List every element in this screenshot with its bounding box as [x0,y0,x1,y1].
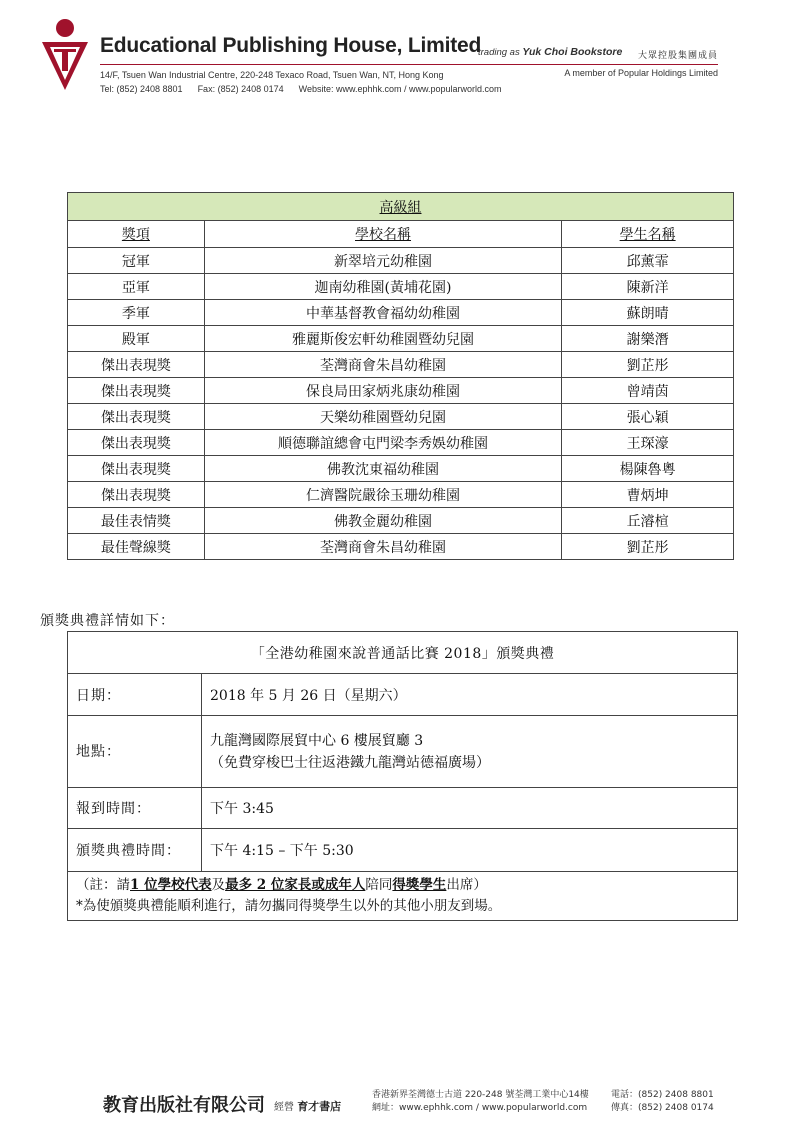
note-emphasis: 最多 2 位家長或成年人 [225,877,366,893]
student-cell: 蘇朗晴 [562,300,734,326]
school-cell: 雅麗斯俊宏軒幼稚園暨幼兒園 [204,326,561,352]
student-cell: 劉芷彤 [562,352,734,378]
footer-operating-name: 育才書店 [297,1100,342,1113]
table-row [68,378,734,404]
venue-line-1: 九龍灣國際展貿中心 6 樓展貿廳 3 [210,732,424,749]
table-row [68,456,734,482]
award-cell: 傑出表現獎 [68,482,205,508]
award-cell: 最佳表情獎 [68,508,205,534]
awards-group-title: 高級組 [68,193,734,221]
ceremony-time-row [68,829,738,872]
school-cell: 新翠培元幼稚園 [204,248,561,274]
footer-fax: 傳真：(852) 2408 0174 [611,1103,714,1113]
student-cell: 謝樂潛 [562,326,734,352]
group-member-cn: 大眾控股集團成員 [637,51,718,61]
checkin-value: 下午 3:45 [202,788,738,829]
note-text: 陪同 [365,877,393,893]
ceremony-note [68,872,738,921]
trading-as [478,46,622,58]
note-text: 出席） [446,877,487,893]
checkin-label: 報到時間： [68,788,202,829]
ceremony-intro: 頒獎典禮詳情如下： [40,613,175,629]
footer-company-name: 教育出版社有限公司 [103,1095,265,1116]
date-value: 2018 年 5 月 26 日（星期六） [202,674,738,716]
award-cell: 亞軍 [68,274,205,300]
student-cell: 曾靖茵 [562,378,734,404]
note-emphasis: 得獎學生 [392,877,447,893]
school-cell: 順德聯誼總會屯門梁李秀娛幼稚園 [204,430,561,456]
table-row [68,508,734,534]
time-value: 下午 4:15 – 下午 5:30 [202,829,738,872]
table-row [68,404,734,430]
footer-address-line-1: 香港新界荃灣德士古道 220-248 號荃灣工業中心14樓 [372,1090,589,1100]
awards-body [68,248,734,560]
award-cell: 傑出表現獎 [68,352,205,378]
student-cell: 楊陳魯粵 [562,456,734,482]
footer-address [372,1089,589,1115]
header-divider [100,64,718,65]
student-cell: 王琛濠 [562,430,734,456]
footer-operating [274,1098,341,1114]
table-row [68,274,734,300]
ceremony-title: 「全港幼稚園來說普通話比賽 2018」頒獎典禮 [68,632,738,674]
student-cell: 張心穎 [562,404,734,430]
award-cell: 傑出表現獎 [68,404,205,430]
awards-header-student: 學生名稱 [562,221,734,248]
venue-label: 地點： [68,716,202,788]
trading-as-name: Yuk Choi Bookstore [522,46,623,58]
awards-table [67,192,734,560]
ceremony-checkin-row [68,788,738,829]
student-cell: 陳新洋 [562,274,734,300]
note-emphasis: 1 位學校代表 [130,877,212,893]
table-row [68,534,734,560]
table-row [68,248,734,274]
awards-header-school: 學校名稱 [204,221,561,248]
student-cell: 曹炳坤 [562,482,734,508]
award-cell: 傑出表現獎 [68,430,205,456]
venue-value [202,716,738,788]
student-cell: 劉芷彤 [562,534,734,560]
award-cell: 殿軍 [68,326,205,352]
award-cell: 最佳聲線獎 [68,534,205,560]
footer-address-line-2: 網址：www.ephhk.com / www.popularworld.com [372,1103,588,1113]
school-cell: 仁濟醫院嚴徐玉珊幼稚園 [204,482,561,508]
member-of-line: A member of Popular Holdings Limited [564,68,718,78]
table-row [68,326,734,352]
table-row [68,430,734,456]
awards-header-award: 獎項 [68,221,205,248]
note-line-2: *為使頒獎典禮能順利進行，請勿攜同得獎學生以外的其他小朋友到場。 [76,898,502,914]
table-row [68,352,734,378]
footer-contact [611,1089,714,1115]
student-cell: 邱薰霏 [562,248,734,274]
letterhead-address-block [100,68,502,96]
venue-line-2: （免費穿梭巴士往返港鐵九龍灣站德福廣場） [210,754,490,771]
awards-header-row [68,221,734,248]
school-cell: 迦南幼稚園(黃埔花園) [204,274,561,300]
note-line-1 [76,875,729,896]
time-label: 頒獎典禮時間： [68,829,202,872]
school-cell: 中華基督教會福幼幼稚園 [204,300,561,326]
student-cell: 丘濬楦 [562,508,734,534]
ceremony-table [67,631,738,921]
company-logo-icon [40,18,90,92]
awards-group-row [68,193,734,221]
footer-phone: 電話：(852) 2408 8801 [611,1090,714,1100]
ceremony-date-row [68,674,738,716]
company-name: Educational Publishing House, Limited [100,34,482,57]
trading-as-prefix: trading as [478,47,520,58]
ceremony-venue-row [68,716,738,788]
note-text: （註：請 [76,877,130,893]
school-cell: 天樂幼稚園暨幼兒園 [204,404,561,430]
school-cell: 佛教沈東福幼稚園 [204,456,561,482]
letterhead-contact: Tel: (852) 2408 8801 Fax: (852) 2408 0174 Website: www.ephhk.com / www.popularworld.com [100,84,502,94]
letterhead-address: 14/F, Tsuen Wan Industrial Centre, 220-248 Texaco Road, Tsuen Wan, NT, Hong Kong [100,70,444,80]
date-label: 日期： [68,674,202,716]
school-cell: 荃灣商會朱昌幼稚園 [204,352,561,378]
table-row [68,482,734,508]
table-row [68,300,734,326]
award-cell: 季軍 [68,300,205,326]
note-text: 及 [211,877,226,893]
award-cell: 傑出表現獎 [68,378,205,404]
award-cell: 冠軍 [68,248,205,274]
footer-operating-prefix: 經營 [274,1102,294,1113]
school-cell: 佛教金麗幼稚園 [204,508,561,534]
school-cell: 保良局田家炳兆康幼稚園 [204,378,561,404]
school-cell: 荃灣商會朱昌幼稚園 [204,534,561,560]
award-cell: 傑出表現獎 [68,456,205,482]
